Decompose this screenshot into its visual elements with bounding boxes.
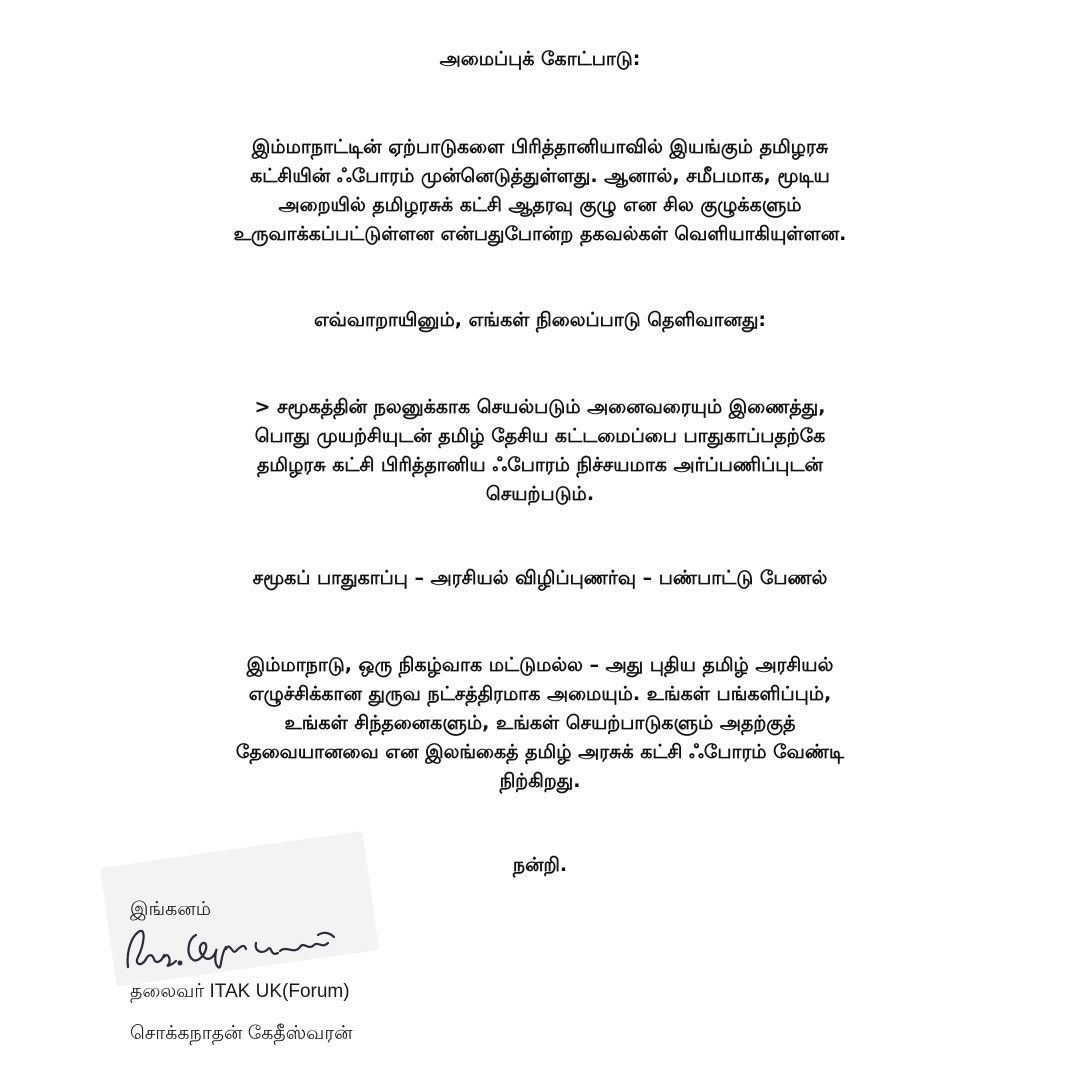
signatory-name: சொக்கநாதன் கேதீஸ்வரன் [130, 1023, 353, 1044]
paragraph-line: உங்கள் சிந்தனைகளும், உங்கள் செயற்பாடுகளும் அதற்குத் [284, 712, 796, 734]
signatory-designation: தலைவர் ITAK UK(Forum) [130, 981, 350, 1002]
section-title [100, 45, 980, 74]
position-heading-text: எவ்வாறாயினும், எங்கள் நிலைப்பாடு தெளிவானது: [313, 309, 767, 331]
salutation: இங்கனம் [130, 899, 211, 920]
paragraph-line: எழுச்சிக்கான துருவ நட்சத்திரமாக அமையும். உங்கள் பங்களிப்பும், [248, 683, 832, 705]
paragraph-line: நிற்கிறது. [499, 770, 581, 792]
paragraph-line: தமிழரசு கட்சி பிரித்தானிய ஃபோரம் நிச்சயமாக அர்ப்பணிப்புடன் [257, 454, 823, 476]
paragraph-conference [100, 651, 980, 796]
paragraph-line: இம்மாநாட்டின் ஏற்பாடுகளை பிரித்தானியாவில் இயங்கும் தமிழரசு [251, 136, 829, 158]
tagline-text: சமூகப் பாதுகாப்பு – அரசியல் விழிப்புணர்வு – பண்பாட்டு பேணல் [252, 567, 828, 589]
paragraph-line: கட்சியின் ஃபோரம் முன்னெடுத்துள்ளது. ஆனால், சமீபமாக, மூடிய [250, 165, 830, 187]
section-title-text: அமைப்புக் கோட்பாடு: [439, 48, 641, 70]
thanks-text: நன்றி. [512, 854, 568, 876]
paragraph-line: அறையில் தமிழரசுக் கட்சி ஆதரவு குழு என சில குழுக்களும் [278, 194, 802, 216]
paragraph-line: தேவையானவை என இலங்கைத் தமிழ் அரசுக் கட்சி ஃபோரம் வேண்டி [235, 741, 845, 763]
paragraph-line: இம்மாநாடு, ஒரு நிகழ்வாக மட்டுமல்ல – அது புதிய தமிழ் அரசியல் [246, 654, 834, 676]
tagline [100, 564, 980, 593]
paragraph-line: பொது முயற்சியுடன் தமிழ் தேசிய கட்டமைப்பை பாதுகாப்பதற்கே [254, 425, 826, 447]
paragraph-commitment [100, 393, 980, 509]
paragraph-line: > சமூகத்தின் நலனுக்காக செயல்படும் அனைவரையும் இணைத்து, [254, 396, 826, 418]
paragraph-line: உருவாக்கப்பட்டுள்ளன என்பதுபோன்ற தகவல்கள் வெளியாகியுள்ளன. [233, 223, 847, 245]
handwritten-signature-icon [122, 921, 352, 981]
paragraph-organizers [100, 133, 980, 249]
paragraph-line: செயற்படும். [485, 483, 595, 505]
position-heading [100, 306, 980, 335]
